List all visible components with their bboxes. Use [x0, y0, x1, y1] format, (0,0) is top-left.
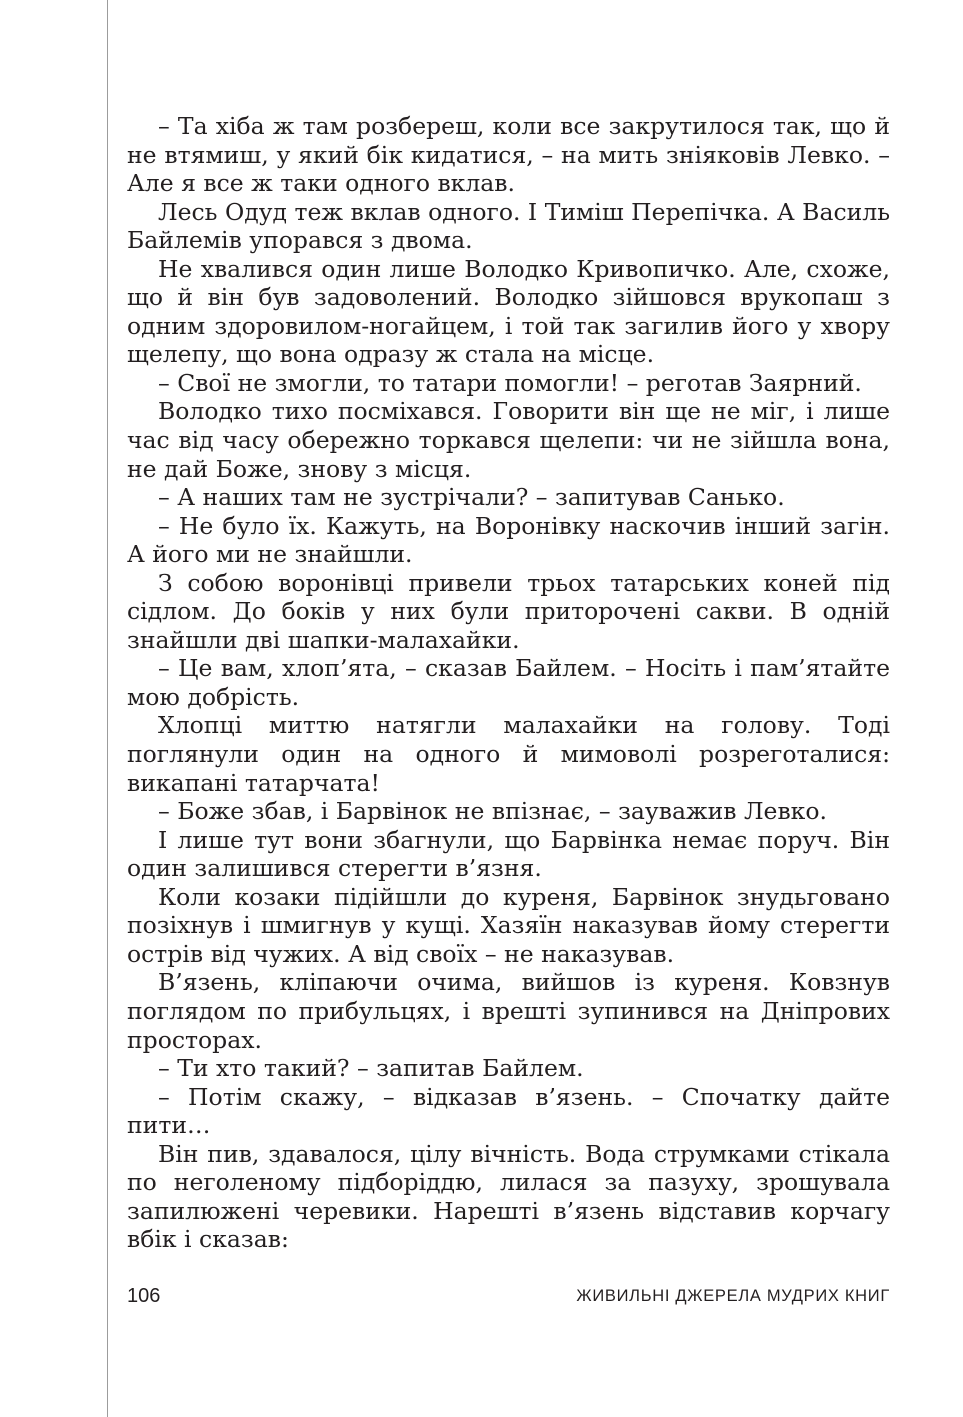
paragraph: Хлопці миттю натягли малахайки на голову. Тоді поглянули один на одного й мимоволі розреготалися: викапані татарчата!	[127, 711, 890, 797]
paragraph: Не хвалився один лише Володко Кривопичко. Але, схоже, що й він був задоволений. Володко зійшовся врукопаш з одним здоровилом-ногайцем, і той так загилив його у хвору щелепу, що вона одразу ж стала на місце.	[127, 254, 890, 369]
paragraph: – Не було їх. Кажуть, на Воронівку наскочив інший загін. А його ми не знайшли.	[127, 511, 890, 569]
paragraph: – Боже збав, і Барвінок не впізнає, – зауважив Левко.	[158, 797, 827, 826]
paragraph: Володко тихо посміхався. Говорити він ще не міг, і лише час від часу обережно торкався щелепи: чи не зійшла вона, не дай Боже, знову з місця.	[127, 397, 890, 483]
paragraph: – Ти хто такий? – запитав Байлем.	[158, 1054, 584, 1083]
paragraph: Він пив, здавалося, цілу вічність. Вода струмками стікала по неголеному підборіддю, лилася за пазуху, зрошувала запилюжені черевики. Нарешті в’язень відставив корчагу вбік і сказав:	[127, 1139, 890, 1254]
paragraph: Коли козаки підійшли до куреня, Барвінок знудьговано позіхнув і шмигнув у кущі. Хазяїн наказував йому стерегти острів від чужих. А від своїх – не наказував.	[127, 882, 890, 968]
paragraph: З собою воронівці привели трьох татарських коней під сідлом. До боків у них були приторочені сакви. В одній знайшли дві шапки-малахайки.	[127, 568, 890, 654]
running-title: ЖИВИЛЬНІ ДЖЕРЕЛА МУДРИХ КНИГ	[576, 1287, 890, 1305]
body-text	[127, 112, 890, 1254]
paragraph: – Це вам, хлоп’ята, – сказав Байлем. – Носіть і пам’ятайте мою добрість.	[127, 654, 890, 711]
paragraph: Лесь Одуд теж вклав одного. І Тиміш Перепічка. А Василь Байлемів упорався з двома.	[127, 197, 890, 255]
paragraph: – Потім скажу, – відказав в’язень. – Спочатку дайте пити…	[127, 1082, 890, 1140]
paragraph: – Та хіба ж там розбереш, коли все закрутилося так, що й не втямиш, у який бік кидатися, – на мить зніяковів Левко. – Але я все ж таки одного вклав.	[127, 112, 890, 198]
paragraph: – А наших там не зустрічали? – запитував Санько.	[158, 483, 785, 512]
page-number: 106	[127, 1285, 161, 1307]
paragraph: – Свої не змогли, то татари помогли! – реготав Заярний.	[158, 368, 862, 397]
paragraph: В’язень, кліпаючи очима, вийшов із куреня. Ковзнув поглядом по прибульцях, і врешті зупинився на Дніпрових просторах.	[127, 968, 890, 1054]
margin-rule	[107, 0, 108, 1417]
page-footer	[127, 1283, 890, 1309]
paragraph: І лише тут вони збагнули, що Барвінка немає поруч. Він один залишився стерегти в’язня.	[127, 825, 890, 883]
